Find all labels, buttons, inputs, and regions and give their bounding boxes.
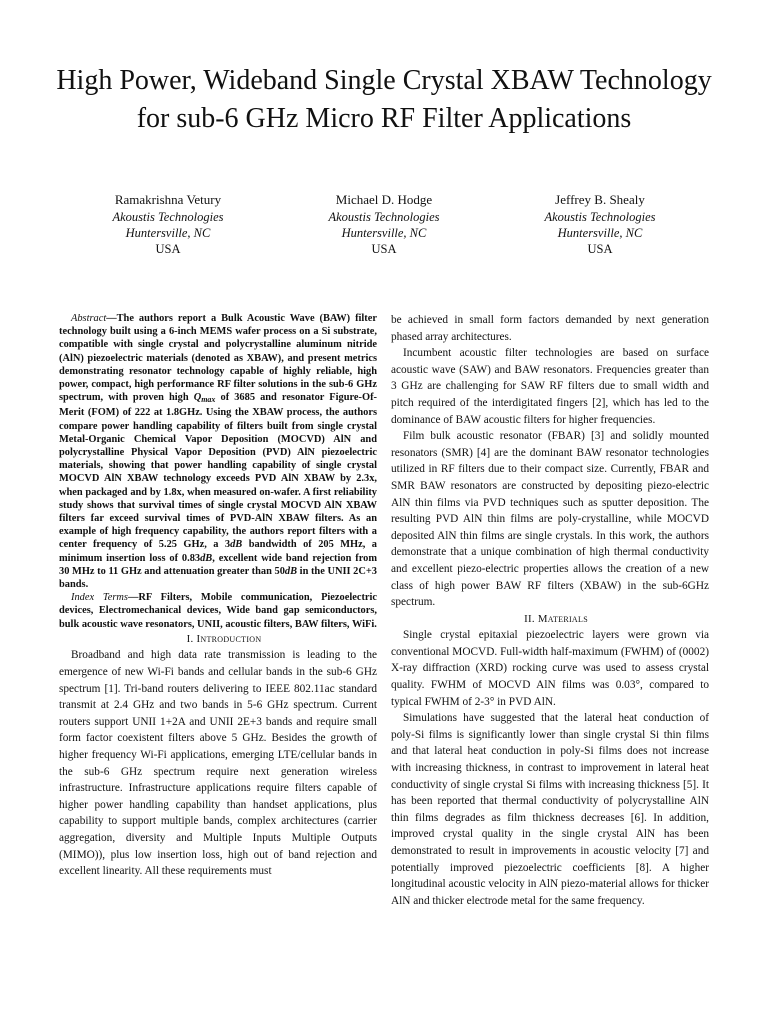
index-terms-text: —RF Filters, Mobile communication, Piezoelectric devices, Electromechanical devices, Wide band gap semiconductors, bulk acoustic wave resonators, UNII, acoustic filters, BAW filters, WiFi. [59, 592, 378, 630]
index-terms [59, 591, 377, 631]
paragraph: Single crystal epitaxial piezoelectric layers were grown via conventional MOCVD. Full-width half-maximum (FWHM) of (0002) X-ray diffraction (XRD) rocking curve was used to assess crystal quality. FWHM of MOCVD AlN films was 0.03°, compared to typical FWHM of 2-3° in PVD AlN. [391, 629, 709, 708]
db-unit: dB [200, 552, 213, 564]
section-title: Materials [537, 612, 588, 625]
abstract-text: in the UNII 2C+3 bands. [59, 565, 377, 591]
qmax-symbol: Q [193, 392, 202, 404]
author-location: Huntersville, NC [557, 226, 643, 240]
paragraph: Incumbent acoustic filter technologies are based on surface acoustic wave (SAW) and BAW resonators. Frequencies greater than 3 GHz are challenging for SAW RF filters due to small width and pitch required of the interdigitated fingers [2], which has led to the dominance of BAW acoustic filters for higher frequencies. [391, 347, 709, 426]
author-country: USA [587, 242, 613, 256]
section-number: II. [524, 612, 538, 625]
author-country: USA [155, 242, 181, 256]
author-2 [276, 192, 492, 257]
author-location: Huntersville, NC [125, 226, 211, 240]
section-title: Introduction [196, 632, 262, 645]
paragraph: be achieved in small form factors demanded by next generation phased array architectures. [391, 314, 709, 343]
author-3 [492, 192, 708, 257]
abstract-text: , excellent wide band rejection from 30 MHz to 11 GHz and attenuation greater than 50 [59, 552, 377, 577]
section-heading-materials [391, 611, 709, 628]
abstract [59, 312, 377, 591]
author-affiliation: Akoustis Technologies [112, 210, 224, 224]
author-affiliation: Akoustis Technologies [328, 210, 440, 224]
author-name: Michael D. Hodge [335, 192, 433, 207]
left-column [59, 312, 377, 880]
author-name: Jeffrey B. Shealy [555, 192, 645, 207]
author-location: Huntersville, NC [341, 226, 427, 240]
qmax-subscript: max [201, 395, 216, 405]
db-unit: dB [230, 539, 243, 551]
paragraph: Broadband and high data rate transmission is leading to the emergence of new Wi-Fi bands and cellular bands in the sub-6 GHz spectrum [1]. Tri-band routers delivering to IEEE 802.11ac standard transmit at 2.4 GHz and two bands in 5-6 GHz spectrum. Current routers support UNII 1+2A and UNII 2E+3 bands and require small form factor coexistent filters above 5 GHz. Besides the growth of higher frequency Wi-Fi applications, emerging LTE/cellular bands in the sub-6 GHz spectrum require next generation wireless infrastructure. Infrastructure applications require filters capable of higher power handling capability than handset applications, plus capability to support multiple bands, complex architectures (carrier aggregation, diversity and Multiple Inputs Multiple Outputs (MIMO)), plus low insertion loss, high out of band rejection and excellent linearity. All these requirements must [59, 649, 377, 878]
section-heading-introduction [59, 631, 377, 648]
abstract-text: bandwidth of 205 MHz, a minimum insertion loss of 0.83 [59, 539, 377, 564]
paragraph: Simulations have suggested that the lateral heat conduction of poly-Si films is significantly lower than single crystal Si thin films and that lateral heat conduction in poly-Si films does not increase with increasing thickness, in contrast to improvement in lateral heat conductivity of single crystal Si films with increasing thickness [5]. It has been reported that thermal conductivity of polycrystalline AlN thin films degrades as film thickness decreases [6]. In addition, improved crystal quality in the single crystal AlN has been demonstrated to result in improvements in acoustic velocity [7] and potentially improved piezoelectric coefficients [8]. A higher longitudinal acoustic velocity in AlN piezo-material allows for thicker AlN and thicker electrode metal for the same frequency. [391, 712, 709, 907]
abstract-text: —The authors report a Bulk Acoustic Wave (BAW) filter technology built using a 6-inch MEMS wafer process on a Si substrate, compatible with single crystal and polycrystalline aluminum nitride (AlN) piezoelectric materials (denoted as XBAW), and present metrics demonstrating resonator technology capable of highly reliable, high power, compact, high performance RF filter solutions in the sub-6 GHz spectrum, with proven high [59, 313, 377, 404]
section-number: I. [186, 632, 197, 645]
paragraph: Film bulk acoustic resonator (FBAR) [3] and solidly mounted resonators (SMR) [4] are the dominant BAW resonator technologies utilized in RF filters due to their compact size. Currently, FBAR and SMR BAW resonators are constructed by depositing piezo-electric AlN thin films via PVD techniques such as sputter deposition. The resulting PVD AlN thin films are poly-crystalline, while MOCVD deposited AlN thin films are single crystals. In this work, the authors demonstrate that a unique combination of high thermal conductivity and excellent piezo-electric properties allows the creation of a new class of high power BAW RF filters (XBAW) in the sub-6GHz spectrum. [391, 430, 709, 609]
abstract-label: Abstract [71, 313, 107, 324]
author-1 [60, 192, 276, 257]
author-name: Ramakrishna Vetury [114, 192, 222, 207]
index-terms-label: Index Terms [71, 592, 128, 604]
author-block [60, 192, 708, 257]
author-affiliation: Akoustis Technologies [544, 210, 656, 224]
paper-title: High Power, Wideband Single Crystal XBAW Technology for sub-6 GHz Micro RF Filter Applications [56, 65, 712, 134]
db-unit: dB [284, 565, 298, 577]
abstract-text: of 3685 and resonator Figure-Of-Merit (FOM) of 222 at 1.8GHz. Using the XBAW process, the authors compare power handling capability of filters built from single crystal Metal-Organic Chemical Vapor Deposition (MOCVD) AlN and polycrystalline Physical Vapor Deposition (PVD) AlN piezoelectric materials, showing that power handling capability of single crystal MOCVD AlN XBAW technology exceeds PVD AlN XBAW by 2.3x, when packaged and by 1.8x, when measured on-wafer. A first reliability study shows that survival times of single crystal MOCVD AlN XBAW filters far exceed survival times of PVD-AlN XBAW filters. As an example of high frequency capability, the authors report filters with a center frequency of 5.25 GHz, a 3 [59, 392, 378, 551]
author-country: USA [371, 242, 397, 256]
right-column [391, 312, 709, 909]
